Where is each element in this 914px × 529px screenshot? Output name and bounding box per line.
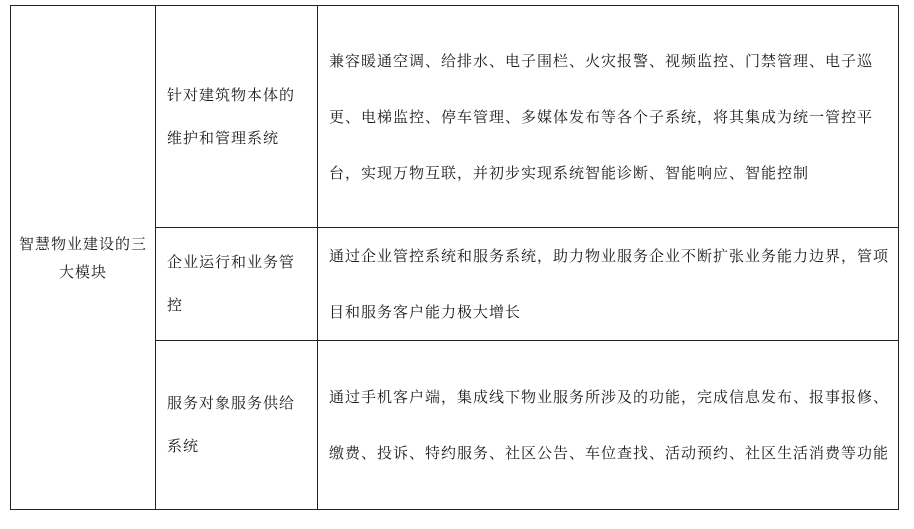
module-description: 兼容暖通空调、给排水、电子围栏、火灾报警、视频监控、门禁管理、电子巡更、电梯监控、停车管理、多媒体发布等各个子系统，将其集成为统一管控平台，实现万物互联，并初步实现系统智能诊断、智能响应、智能控制 [329, 51, 874, 182]
description-cell [318, 228, 899, 341]
module-name: 针对建筑物本体的维护和管理系统 [167, 85, 296, 147]
modules-table [10, 5, 899, 510]
module-cell [156, 341, 318, 510]
description-cell [318, 341, 899, 510]
description-cell [318, 6, 899, 228]
module-description: 通过企业管控系统和服务系统，助力物业服务企业不断扩张业务能力边界，管项目和服务客户能力极大增长 [329, 247, 890, 321]
module-cell [156, 228, 318, 341]
module-name: 企业运行和业务管控 [167, 253, 296, 314]
module-cell [156, 6, 318, 228]
group-label-cell [11, 6, 156, 510]
table-row [11, 6, 899, 228]
module-description: 通过手机客户端，集成线下物业服务所涉及的功能，完成信息发布、报事报修、缴费、投诉、特约服务、社区公告、车位查找、活动预约、社区生活消费等功能 [329, 388, 890, 462]
module-name: 服务对象服务供给系统 [167, 394, 296, 455]
group-label: 智慧物业建设的三大模块 [19, 234, 148, 281]
